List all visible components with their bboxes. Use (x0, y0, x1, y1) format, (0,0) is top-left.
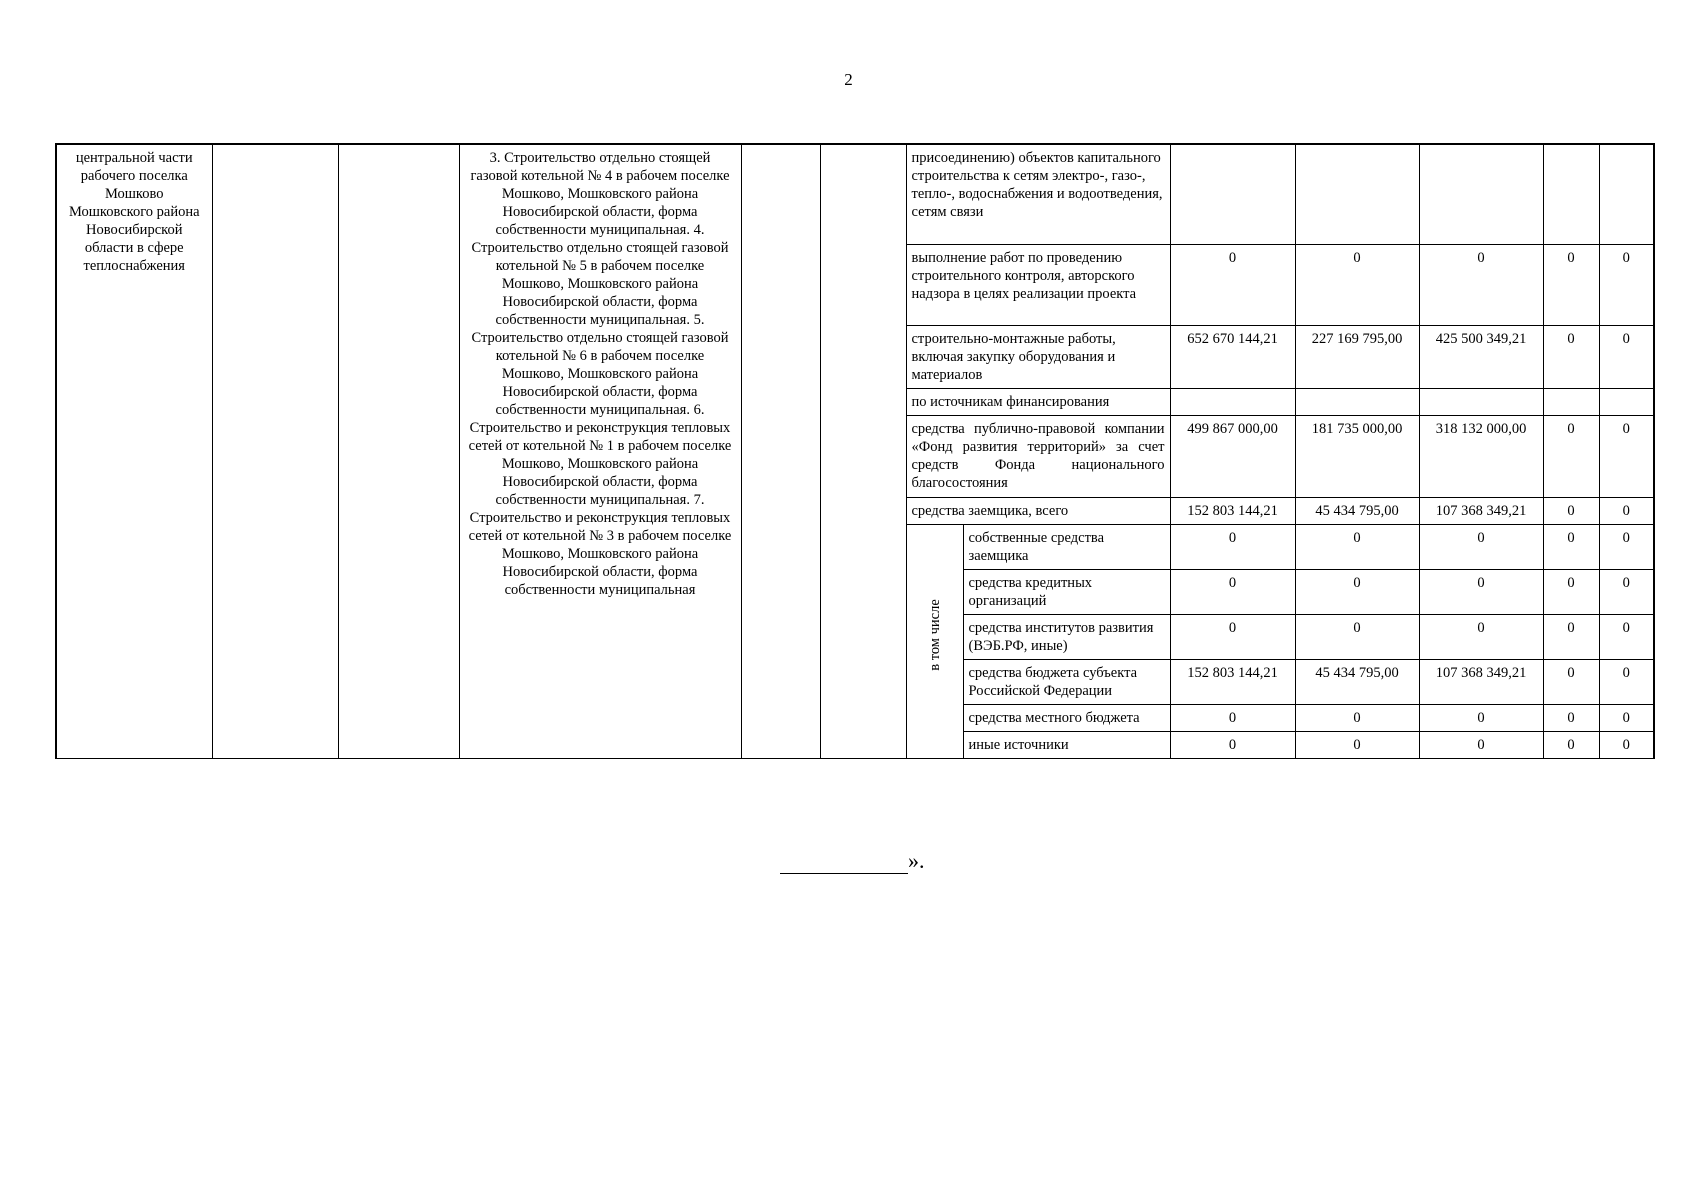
value-cell: 499 867 000,00 (1170, 415, 1295, 497)
value-cell: 0 (1599, 704, 1654, 731)
value-cell: 0 (1543, 325, 1599, 388)
row-label: средства заемщика, всего (906, 497, 1170, 524)
value-cell: 0 (1543, 659, 1599, 704)
value-cell: 0 (1295, 704, 1419, 731)
value-cell: 0 (1599, 569, 1654, 614)
value-cell: 0 (1170, 731, 1295, 758)
empty-column-cell (741, 144, 820, 758)
value-cell: 0 (1170, 614, 1295, 659)
value-cell: 0 (1419, 524, 1543, 569)
value-cell: 45 434 795,00 (1295, 659, 1419, 704)
value-cell (1543, 388, 1599, 415)
page-number: 2 (844, 70, 853, 89)
value-cell: 0 (1543, 704, 1599, 731)
value-cell (1295, 388, 1419, 415)
row-label: строительно-монтажные работы, включая закупку оборудования и материалов (906, 325, 1170, 388)
value-cell (1170, 388, 1295, 415)
value-cell: 152 803 144,21 (1170, 659, 1295, 704)
empty-column-cell (820, 144, 906, 758)
value-cell: 0 (1419, 244, 1543, 325)
value-cell (1419, 144, 1543, 244)
financing-table (55, 143, 1655, 759)
value-cell: 0 (1295, 569, 1419, 614)
value-cell (1295, 144, 1419, 244)
value-cell (1170, 144, 1295, 244)
row-label: выполнение работ по проведению строительного контроля, авторского надзора в целях реализации проекта (906, 244, 1170, 325)
value-cell: 0 (1599, 497, 1654, 524)
value-cell: 0 (1419, 569, 1543, 614)
value-cell: 0 (1295, 244, 1419, 325)
value-cell: 0 (1599, 731, 1654, 758)
value-cell: 0 (1599, 415, 1654, 497)
value-cell: 0 (1599, 244, 1654, 325)
value-cell: 0 (1543, 524, 1599, 569)
value-cell: 0 (1543, 415, 1599, 497)
value-cell: 0 (1170, 704, 1295, 731)
value-cell: 425 500 349,21 (1419, 325, 1543, 388)
value-cell: 0 (1419, 704, 1543, 731)
value-cell: 107 368 349,21 (1419, 497, 1543, 524)
sub-row-label: средства институтов развития (ВЭБ.РФ, иные) (963, 614, 1170, 659)
value-cell (1599, 388, 1654, 415)
value-cell: 181 735 000,00 (1295, 415, 1419, 497)
value-cell: 0 (1170, 244, 1295, 325)
value-cell: 0 (1599, 614, 1654, 659)
row-label: по источникам финансирования (906, 388, 1170, 415)
empty-column-cell (212, 144, 338, 758)
value-cell: 0 (1170, 524, 1295, 569)
value-cell: 0 (1543, 569, 1599, 614)
value-cell: 0 (1543, 614, 1599, 659)
in-that-number-label: в том числе (926, 599, 943, 671)
signature-line (780, 853, 908, 874)
value-cell: 0 (1599, 659, 1654, 704)
value-cell: 0 (1543, 497, 1599, 524)
value-cell: 0 (1295, 524, 1419, 569)
value-cell: 0 (1543, 244, 1599, 325)
value-cell: 652 670 144,21 (1170, 325, 1295, 388)
value-cell: 227 169 795,00 (1295, 325, 1419, 388)
value-cell: 0 (1295, 614, 1419, 659)
value-cell: 0 (1543, 731, 1599, 758)
closing-mark (780, 848, 925, 874)
row-label: присоединению) объектов капитального строительства к сетям электро-, газо-, тепло-, водоснабжения и водоотведения, сетям связи (906, 144, 1170, 244)
value-cell (1599, 144, 1654, 244)
table-body (56, 144, 1654, 758)
value-cell: 152 803 144,21 (1170, 497, 1295, 524)
value-cell: 0 (1599, 524, 1654, 569)
value-cell: 0 (1599, 325, 1654, 388)
sub-row-label: собственные средства заемщика (963, 524, 1170, 569)
closing-quote: ». (908, 848, 925, 873)
value-cell: 107 368 349,21 (1419, 659, 1543, 704)
in-that-number-cell (906, 524, 963, 758)
value-cell: 0 (1295, 731, 1419, 758)
value-cell (1543, 144, 1599, 244)
value-cell: 0 (1170, 569, 1295, 614)
row-label: средства публично-правовой компании «Фонд развития территорий» за счет средств Фонда национального благосостояния (906, 415, 1170, 497)
project-description-cell: центральной части рабочего поселка Мошково Мошковского района Новосибирской области в сфере теплоснабжения (56, 144, 212, 758)
empty-column-cell (338, 144, 459, 758)
sub-row-label: средства местного бюджета (963, 704, 1170, 731)
value-cell: 0 (1419, 731, 1543, 758)
value-cell (1419, 388, 1543, 415)
sub-row-label: средства бюджета субъекта Российской Федерации (963, 659, 1170, 704)
project-activities-cell: 3. Строительство отдельно стоящей газовой котельной № 4 в рабочем поселке Мошково, Мошковского района Новосибирской области, форма собственности муниципальная. 4. Строительство отдельно стоящей газовой котельной № 5 в рабочем поселке Мошково, Мошковского района Новосибирской области, форма собственности муниципальная. 5. Строительство отдельно стоящей газовой котельной № 6 в рабочем поселке Мошково, Мошковского района Новосибирской области, форма собственности муниципальная. 6. Строительство и реконструкция тепловых сетей от котельной № 1 в рабочем поселке Мошково, Мошковского района Новосибирской области, форма собственности муниципальная. 7. Строительство и реконструкция тепловых сетей от котельной № 3 в рабочем поселке Мошково, Мошковского района Новосибирской области, форма собственности муниципальная (459, 144, 741, 758)
value-cell: 45 434 795,00 (1295, 497, 1419, 524)
sub-row-label: иные источники (963, 731, 1170, 758)
sub-row-label: средства кредитных организаций (963, 569, 1170, 614)
value-cell: 0 (1419, 614, 1543, 659)
value-cell: 318 132 000,00 (1419, 415, 1543, 497)
